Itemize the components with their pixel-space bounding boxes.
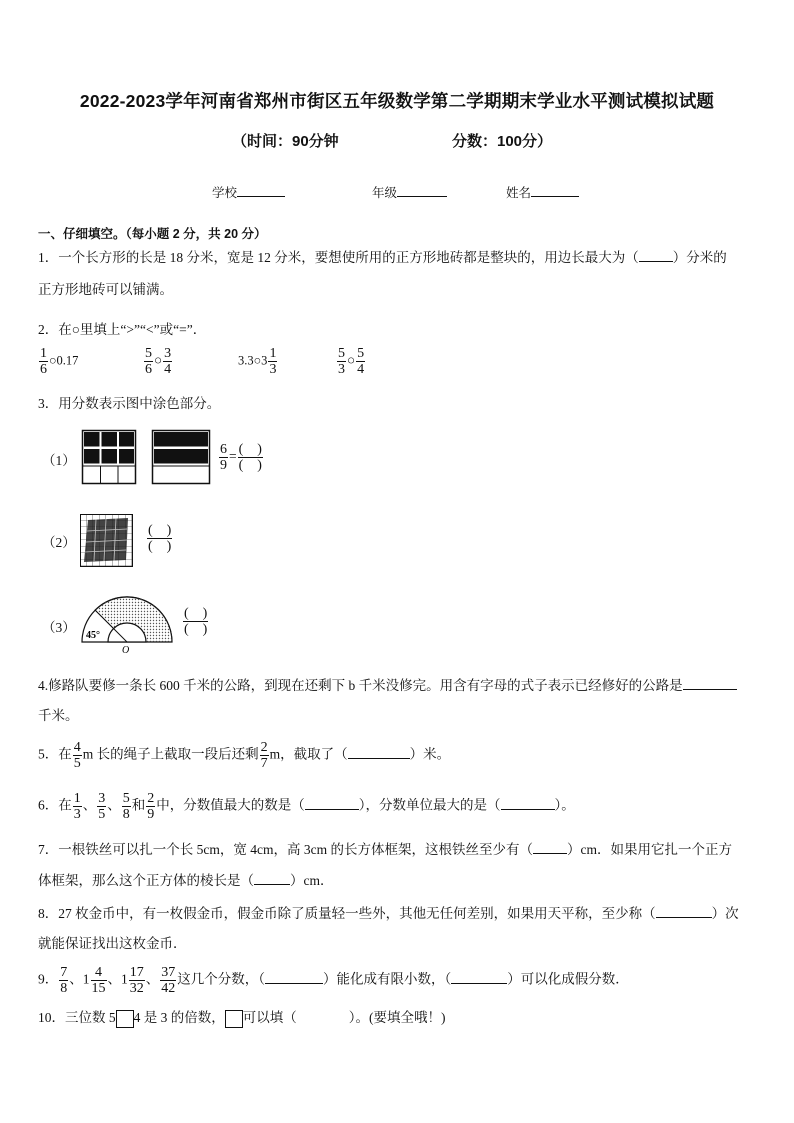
question-7-cont: 体框架，那么这个正方体的棱长是（ ）cm． [38, 873, 334, 888]
answer-blank[interactable] [254, 871, 290, 885]
answer-blank[interactable] [683, 676, 737, 690]
question-7: 7．一根铁丝可以扎一个长 5cm，宽 4cm，高 3cm 的长方体框架，这根铁丝至少有（ ）cm．如果用它扎一个正方 [38, 842, 732, 857]
page-title: 2022-2023学年河南省郑州市街区五年级数学第二学期期末学业水平测试模拟试题 [79, 91, 715, 111]
question-10: 10．三位数 5 4 是 3 的倍数， 可以填（ ）。(要填全哦！) [38, 1008, 446, 1028]
question-4-cont: 千米。 [38, 708, 79, 723]
answer-blank[interactable] [639, 248, 673, 262]
q3-label-1: （1） [42, 453, 76, 468]
question-4: 4.修路队要修一条长 600 千米的公路，到现在还剩下 b 千米没修完。用含有字母的式子表示已经修好的公路是 [38, 676, 737, 696]
q3-label-3: （3） [42, 620, 76, 635]
name-label: 姓名 [506, 186, 532, 200]
q3-equation-1: $\frac{6}{9}$ = $\frac{( )}{( )}$ [220, 442, 262, 473]
question-3: 3．用分数表示图中涂色部分。 [38, 396, 221, 411]
question-5: 5．在 $\frac{4}{5}$ m 长的绳子上截取一段后还剩 $\frac{2}{7}$ m，截取了（ ）米。 [38, 740, 451, 771]
answer-fraction-1[interactable]: $\frac{( )}{( )}$ [238, 442, 262, 473]
answer-fraction-3[interactable]: $\frac{( )}{( )}$ [184, 606, 208, 637]
q3-figure-3 [80, 598, 180, 654]
digit-box[interactable] [225, 1010, 243, 1028]
grade-label: 年级 [372, 186, 398, 200]
center-label: O [122, 645, 130, 656]
q2-item-2: $\frac{5}{6}$ ○ $\frac{3}{4}$ [145, 346, 172, 377]
answer-blank[interactable] [451, 970, 507, 984]
angle-label: 45° [86, 630, 100, 641]
q2-item-3: 3.3○3 $\frac{1}{3}$ [238, 346, 277, 377]
q3-figure-1a [82, 430, 138, 486]
answer-blank[interactable] [656, 904, 712, 918]
answer-blank[interactable] [501, 796, 555, 810]
answer-blank[interactable] [533, 840, 567, 854]
question-1: 1．一个长方形的长是 18 分米，宽是 12 分米，要想使所用的正方形地砖都是整块的，用边长最大为（ ）分米的 [38, 250, 727, 265]
answer-blank[interactable] [265, 970, 323, 984]
q3-figure-2 [80, 514, 140, 570]
q2-item-4: $\frac{5}{3}$ ○ $\frac{5}{4}$ [338, 346, 365, 377]
question-9: 9． $\frac{7}{8}$ 、1 $\frac{4}{15}$ 、1 $\frac{17}{32}$ 、 $\frac{37}{42}$ 这几个分数，（ ）能化成有限小数，（ ）可以化成假分数． [38, 965, 629, 996]
answer-blank[interactable] [348, 745, 410, 759]
question-6: 6．在 $\frac{1}{3}$ 、 $\frac{3}{5}$ 、 $\frac{5}{8}$ 和 $\frac{2}{9}$ 中，分数值最大的数是（ ），分数单位最大的是（ ）。 [38, 791, 575, 822]
section-heading: 一、仔细填空。（每小题 2 分，共 20 分） [38, 227, 267, 241]
school-label: 学校 [212, 186, 238, 200]
exam-time: （时间：90分钟 [232, 133, 339, 150]
answer-fraction-2[interactable]: $\frac{( )}{( )}$ [148, 523, 172, 554]
answer-blank[interactable] [305, 796, 359, 810]
q3-figure-1b [152, 430, 212, 486]
question-1-cont: 正方形地砖可以铺满。 [38, 282, 173, 297]
question-2: 2．在○里填上“>”“<”或“=”． [38, 322, 207, 337]
q3-label-2: （2） [42, 535, 76, 550]
question-8: 8．27 枚金币中，有一枚假金币，假金币除了质量轻一些外，其他无任何差别，如果用天平称，至少称（ ）次 [38, 906, 739, 921]
name-field[interactable] [506, 183, 579, 201]
q2-item-1: $\frac{1}{6}$ ○0.17 [40, 346, 79, 377]
school-field[interactable] [212, 183, 285, 201]
digit-box[interactable] [116, 1010, 134, 1028]
exam-score: 分数：100分） [452, 133, 553, 150]
grade-field[interactable] [372, 183, 447, 201]
question-8-cont: 就能保证找出这枚金币． [38, 936, 187, 951]
